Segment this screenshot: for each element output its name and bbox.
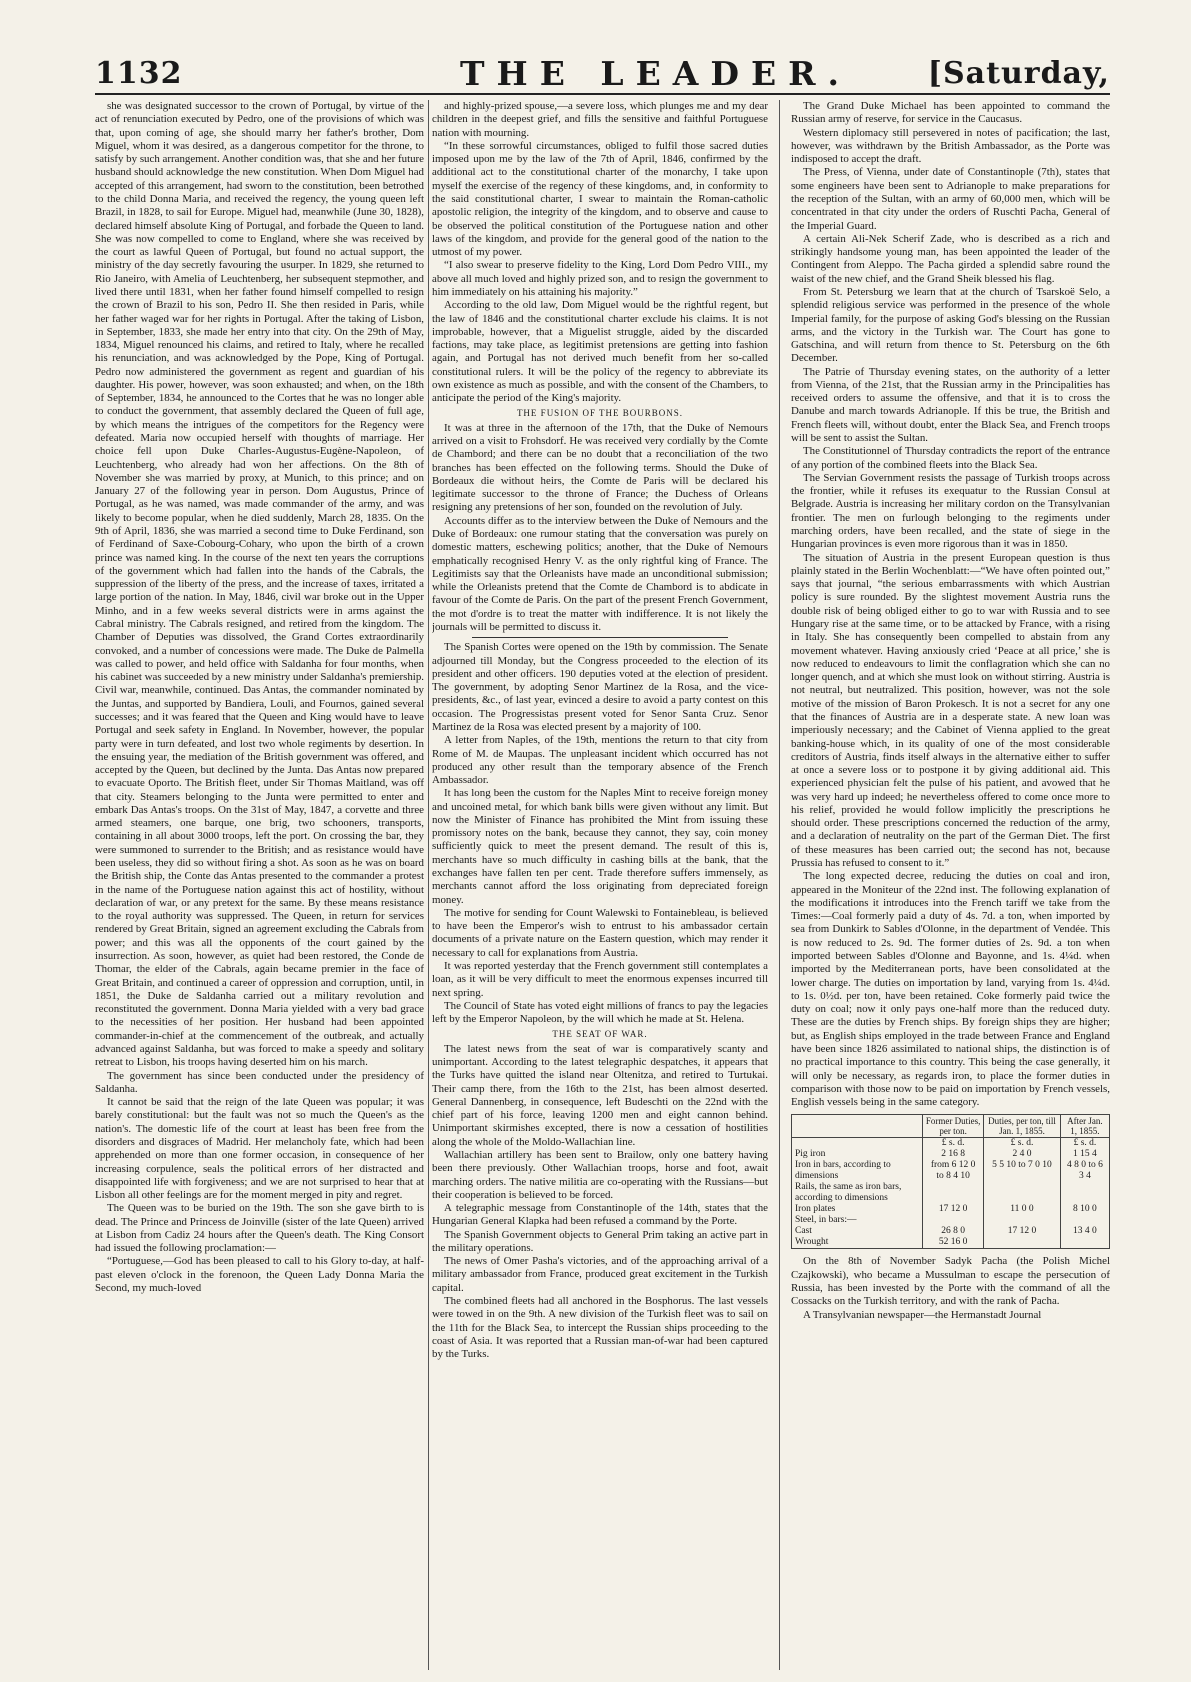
- table-header: After Jan. 1, 1855.: [1060, 1115, 1109, 1138]
- table-row: [792, 1160, 1110, 1182]
- newspaper-title: THE LEADER.: [460, 54, 852, 93]
- column-1: [95, 100, 424, 1675]
- table-cell: Iron plates: [792, 1204, 923, 1215]
- paragraph: The Patrie of Thursday evening states, on the authority of a letter from Vienna, of the 21st, that the Russian army in the Principalities has received orders to assume the offensive, and that it is to cross the Danube and march towards Adrianople. If this be true, the British and French fleets will, without doubt, enter the Black Sea, and French troops will be sent to assist the Sultan.: [791, 365, 1110, 445]
- paragraph: The latest news from the seat of war is comparatively scanty and unimportant. According to the latest telegraphic despatches, it appears that the Turks have quitted the island near Oltenitza, and retired to Turtukai. Their camp there, from the 16th to the 21st, has been almost deserted. General Dannenberg, in consequence, left Budeschti on the 22nd with the chief part of his force, leaving 1200 men and eight cannon behind. Unimportant skirmishes excepted, there is now a cessation of hostilities along the whole of the Moldo-Wallachian line.: [432, 1042, 768, 1148]
- table-header-row: [792, 1115, 1110, 1138]
- table-row: [792, 1149, 1110, 1160]
- table-cell: 11 0 0: [984, 1204, 1061, 1215]
- paragraph: The Grand Duke Michael has been appointed to command the Russian army of reserve, for service in the Caucasus.: [791, 100, 1110, 126]
- paragraph: The Queen was to be buried on the 19th. The son she gave birth to is dead. The Prince and Princess de Joinville (sister of the late Queen) arrived at Lisbon from Cadiz 24 hours after the Queen's death. The King Consort had issued the following proclamation:—: [95, 1202, 424, 1255]
- table-cell: [1060, 1237, 1109, 1249]
- paragraph: “I also swear to preserve fidelity to the King, Lord Dom Pedro VIII., my above all much loved and highly prized son, and to resign the government to him immediately on his attaining his majority.”: [432, 259, 768, 298]
- table-header: Former Duties, per ton.: [923, 1115, 984, 1138]
- column-divider: [428, 100, 429, 1670]
- table-units-row: [792, 1138, 1110, 1150]
- paragraph: It was reported yesterday that the French government still contemplates a loan, as it will be very difficult to meet the enormous expenses incurred till next spring.: [432, 960, 768, 999]
- page-number: 1132: [95, 56, 183, 91]
- column-2: [432, 100, 768, 1675]
- section-divider: [472, 637, 728, 638]
- table-cell: Wrought: [792, 1237, 923, 1249]
- paragraph: According to the old law, Dom Miguel would be the rightful regent, but the law of 1846 and the constitutional charter exclude his claims. It is not improbable, however, that a Miguelist struggle, aided by the discarded factions, may take place, as legitimist pretensions are getting into fashion again, and Portugal has not derived much benefit from her so-called constitutional rulers. It will be the policy of the regency to abbreviate its own existence as much as possible, and with the consent of the Chambers, to anticipate the period of the King's majority.: [432, 299, 768, 405]
- issue-day: [Saturday,: [927, 56, 1110, 91]
- table-row: [792, 1204, 1110, 1215]
- paragraph: The government has since been conducted under the presidency of Saldanha.: [95, 1069, 424, 1095]
- paragraph: It has long been the custom for the Naples Mint to receive foreign money and uncoined metal, for which bank bills were given without any limit. But now the Minister of Finance has prohibited the Mint from issuing these promissory notes on the bank, because they cannot, they say, coin money sufficiently quick to meet the present demand. The result of this is, merchants have so much difficulty in cashing bills at the bank, that the exchanges have fallen ten per cent. Trade therefore suffers immensely, as merchants cannot afford the loss originating from depreciated foreign money.: [432, 787, 768, 906]
- paragraph: and highly-prized spouse,—a severe loss, which plunges me and my dear children in the deepest grief, and fills the sensitive and faithful Portuguese nation with mourning.: [432, 100, 768, 139]
- table-cell: 5 5 10 to 7 0 10: [984, 1160, 1061, 1182]
- paragraph: she was designated successor to the crown of Portugal, by virtue of the act of renunciation executed by Pedro, one of the provisions of which was that, upon coming of age, she should marry her father's brother, Dom Miguel, whom it was desired, as a dangerous competitor for the throne, to satisfy by such arrangement. Another condition was, that she and her future husband should acknowledge the new constitution. When Dom Miguel had accepted of this arrangement, had sworn to the constitution, been betrothed to the child Donna Maria, and received the regency, the young queen left Brazil, in 1828, to sail for Europe. Miguel had, meanwhile (June 30, 1828), declared himself absolute King of Portugal, and forbade the Queen to land. She was now compelled to come to England, where she was received by the court as lawful Queen of Portugal, but found no actual support, the ministry of the day secretly favouring the usurper. In 1829, she returned to Rio Janeiro, with Amelia of Leuchtenberg, her subsequent stepmother, and lived there until 1831, when her father found himself compelled to resign the crown of Brazil to his son, Pedro II. She then resided in Paris, while her father waged war for her rights in Portugal. After the taking of Lisbon, in September, 1833, she made her entry into that city. On the 29th of May, 1834, Miguel renounced his claims, and retired to Italy, where he recalled his renunciation, and was acknowledged by the Pope, King of Portugal. Pedro now administered the government as regent and guardian of his daughter. His power, however, was soon exhausted; and when, on the 18th of September, 1834, he announced to the Cortes that he was no longer able to conduct the government, that assembly declared the Queen of full age, by which means the intrigues of the competitors for the Regency were defeated. Maria now occupied herself with thoughts of marriage. Her choice fell upon Duke Charles-Augustus-Eugène-Napoleon, of Leuchtenberg, who already had won her affections. On the 8th of November she was married by proxy, at Munich, to this prince; and on January 27 of the following year in person. Dom Augustus, Prince of Portugal, as he was named, was made commander of the army, and was likely to become popular, when he died suddenly, March 28, 1835. On the 9th of April, 1836, she was married a second time to Duke Ferdinand, son of Ferdinand of Saxe-Cobourg-Cohary, who upon the birth of a crown prince was named king. In the course of the next ten years the corruptions of the government which had fallen into the hands of the Cabrals, the suppression of the liberty of the press, and the increase of taxes, irritated a large portion of the nation. In May, 1846, civil war broke out in the Upper Minho, and in a few weeks several districts were in arms against the Cabral ministry. The Cabrals resigned, and retired from the kingdom. The Chamber of Deputies was dissolved, the Grand Cortes extraordinarily convoked, and a number of concessions were made. The Duke de Palmella was called to power, and held office with Saldanha for four months, when his cabinet was succeeded by a new ministry under Saldanha's premiership. Civil war, meanwhile, continued. Das Antas, the commander nominated by the Juntas, and supported by Bandiera, Louli, and Fournos, gained several successes; and it was feared that the Queen and King would have to leave Portugal and seek safety in England. In November, however, the popular party were in turn defeated, and lost two whole regiments by desertion. In the ensuing year, the mediation of the British government was offered, and accepted by the Queen, but declined by the Junta. Das Antas now prepared to evacuate Oporto. The British fleet, under Sir Thomas Maitland, was off that city. Steamers belonging to the Junta were permitted to enter and embark Das Antas's troops. On the 31st of May, 1847, a corvette and three armed steamers, one barque, one brig, two schooners, transports, containing in all about 3000 troops, left the port. On crossing the bar, they were summoned to surrender to the British; and as resistance would have been useless, they did so without firing a shot. As soon as he was on board the British ship, the Conte das Antas presented to the commander a protest in the name of the Portuguese nation against this act of hostility, without declaration of war, or any pretext for the same. By these means resistance to the royal authority was suppressed. The Queen, in return for services rendered by Great Britain, signed an agreement excluding the Cabrals from power; and this was all the opponents of the court gained by the insurrection. As soon, however, as quiet had been restored, the Conde de Thomar, the elder of the Cabrals, again became premier in the face of Great Britain, and continued a career of oppression and corruption, until, in 1851, the Duke de Saldanha carried out a military revolution and reconstituted the government. Donna Maria yielded with a very bad grace to the necessities of her position. Her husband had been appointed commander-in-chief at the commencement of the outbreak, and actually advanced against Saldanha, but was forced to make a speedy and solitary retreat to Lisbon, his troops having deserted him on his march.: [95, 100, 424, 1069]
- table-cell: 2 4 0: [984, 1149, 1061, 1160]
- paragraph: The Constitutionnel of Thursday contradicts the report of the entrance of any portion of the combined fleets into the Black Sea.: [791, 445, 1110, 471]
- table-cell: [923, 1182, 984, 1204]
- paragraph: The situation of Austria in the present European question is thus plainly stated in the Berlin Wochenblatt:—“We have often pointed out,” says that journal, “the serious embarrassments with which Austrian policy is sure rounded. By the slightest movement Austria runs the double risk of being obliged either to go to war with Russia and to see Hungary rise at the same time, or to be attacked by France, with a rising in Italy. She has consequently been compelled to abstain from any movement whatever. Having anxiously cried ‘Peace at all price,’ she is now reduced to endeavours to limit the conflagration which she can no longer quench, and at which she must look on without stirring. Austria is not neutral, but neutralized. This position, however, was not the sole motive of the mission of Baron Prokesch. It is not a secret for any one that the finances of Austria are in a desperate state. A new loan was imperiously necessary; and the Cabinet of Vienna applied to the great banking-house which, in its quality of one of the most considerable creditors of Austria, finds itself always in the alternative either to suffer at once a severe loss or to postpone it by giving additional aid. This experienced physician felt the pulse of his patient, and avowed that he was very hard up indeed; he nevertheless offered to come once more to his relief, provided he would follow implicitly the prescriptions he should order. These prescriptions concerned the reduction of the army, and a declaration of neutrality on the part of the German Diet. The first of these measures has been carried out; the second has not, because Prussia has refused to consent to it.”: [791, 551, 1110, 870]
- paragraph: A letter from Naples, of the 19th, mentions the return to that city from Rome of M. de Maupas. The unpleasant incident which occurred has not produced any other result than the temporary absence of the French Ambassador.: [432, 734, 768, 787]
- table-header: [792, 1115, 923, 1138]
- paragraph: A telegraphic message from Constantinople of the 14th, states that the Hungarian General Klapka had been refused a command by the Porte.: [432, 1202, 768, 1228]
- paragraph: The Press, of Vienna, under date of Constantinople (7th), states that some engineers have been sent to Adrianople to make preparations for the reception of the Sultan, with an army of 60,000 men, which will be concentrated in that city under the orders of Ruschti Pacha, General of the Imperial Guard.: [791, 166, 1110, 232]
- table-cell: 2 16 8: [923, 1149, 984, 1160]
- table-cell: 17 12 0: [984, 1226, 1061, 1237]
- iron-duties-table: [791, 1114, 1110, 1249]
- table-cell: Cast: [792, 1226, 923, 1237]
- table-cell: £ s. d.: [923, 1138, 984, 1150]
- table-cell: from 6 12 0 to 8 4 10: [923, 1160, 984, 1182]
- table-cell: Steel, in bars:—: [792, 1215, 923, 1226]
- paragraph: The Spanish Cortes were opened on the 19th by commission. The Senate adjourned till Monday, but the Congress proceeded to the election of its president and other officers. 190 deputies voted at the election of president. The government, by adopting Senor Martinez de la Rosa, and the vice-presidents, &c., of last year, evinced a desire to avoid a party contest on this occasion. The Progressistas present voted for Senor Santa Cruz. Senor Martinez de la Rosa was elected present by a majority of 100.: [432, 641, 768, 733]
- table-cell: [984, 1215, 1061, 1226]
- paragraph: The motive for sending for Count Walewski to Fontainebleau, is believed to have been the Emperor's wish to entrust to his ambassador certain documents of a private nature on the Eastern question, which may render it necessary to call for explanations from Austria.: [432, 906, 768, 959]
- table-cell: 13 4 0: [1060, 1226, 1109, 1237]
- table-row: [792, 1182, 1110, 1204]
- section-heading-fusion: THE FUSION OF THE BOURBONS.: [516, 408, 684, 419]
- table-cell: 17 12 0: [923, 1204, 984, 1215]
- column-3: [791, 100, 1110, 1675]
- table-cell: [984, 1182, 1061, 1204]
- paragraph: Accounts differ as to the interview between the Duke of Nemours and the Duke of Bordeaux: one rumour stating that the conversation was purely on domestic matters, eschewing politics; another, that the Duke of Nemours emphatically recognised Henry V. as the only rightful king of France. The Legitimists say that the Orleanists have made an unconditional submission; while the Orleanists pretend that the Comte de Chambord is to abdicate in favour of the Comte de Paris. On the part of the present French Government, the mot d'ordre is to treat the matter with indifference. It is not likely the journals will be permitted to discuss it.: [432, 514, 768, 633]
- table-cell: 1 15 4: [1060, 1149, 1109, 1160]
- paragraph: A certain Ali-Nek Scherif Zade, who is described as a rich and strikingly handsome young man, has been appointed the leader of the Contingent from Aleppo. The Pacha girded a splendid sabre round the waist of the new chief, and the Grand Sheik blessed his flag.: [791, 232, 1110, 285]
- paragraph: On the 8th of November Sadyk Pacha (the Polish Michel Czajkowski), who became a Mussulman to escape the persecution of Russia, has been invested by the Porte with the command of all the Cossacks on the Turkish territory, and with the rank of Pacha.: [791, 1255, 1110, 1308]
- paragraph: A Transylvanian newspaper—the Hermanstadt Journal: [803, 1308, 1042, 1321]
- table-cell: [792, 1138, 923, 1150]
- header-rule: [95, 93, 1110, 95]
- table-cell: [923, 1215, 984, 1226]
- table-cell: 4 8 0 to 6 3 4: [1060, 1160, 1109, 1182]
- masthead: [95, 46, 1110, 94]
- table-cell: [984, 1237, 1061, 1249]
- table-header: Duties, per ton, till Jan. 1, 1855.: [984, 1115, 1061, 1138]
- paragraph: The Spanish Government objects to General Prim taking an active part in the military operations.: [432, 1228, 768, 1254]
- paragraph: It cannot be said that the reign of the late Queen was popular; it was barely constitutional: but the fault was not so much the Queen's as the nation's. The domestic life of the court at least has been free from the disorders and disgraces of Madrid. Her melancholy fate, which had been apprehended on more than one former occasion, in consequence of her increasing corpulence, seals the political errors of her distracted and disappointed life with forgiveness; and we are not surprised to hear that at Lisbon all other feelings are for the moment merged in pity and regret.: [95, 1096, 424, 1202]
- paragraph: The news of Omer Pasha's victories, and of the approaching arrival of a military ambassador from France, produced great excitement in the Turkish capital.: [432, 1255, 768, 1294]
- table-cell: £ s. d.: [1060, 1138, 1109, 1150]
- table-cell: [1060, 1182, 1109, 1204]
- table-cell: 52 16 0: [923, 1237, 984, 1249]
- table-cell: £ s. d.: [984, 1138, 1061, 1150]
- table-cell: Pig iron: [792, 1149, 923, 1160]
- table-row: [792, 1215, 1110, 1226]
- table-row: [792, 1226, 1110, 1237]
- paragraph: “Portuguese,—God has been pleased to call to his Glory to-day, at half-past eleven o'clock in the forenoon, the Queen Lady Donna Maria the Second, my much-loved: [95, 1255, 424, 1295]
- column-divider: [779, 100, 780, 1670]
- paragraph: Wallachian artillery has been sent to Brailow, only one battery having been there previously. Other Wallachian troops, horse and foot, await marching orders. The native militia are co-operating with the Russians—but their cooperation is believed to be forced.: [432, 1148, 768, 1201]
- paragraph: The long expected decree, reducing the duties on coal and iron, appeared in the Moniteur of the 22nd inst. The following explanation of the modifications it introduces into the French tariff we take from the Times:—Coal formerly paid a duty of 4s. 7d. a ton, when imported by sea from Dunkirk to Sables d'Olonne, in the department of Vendée. This is now reduced to 2s. 9d. The former duties of 2s. 9d. a ton when imported between Sables d'Olonne and Bayonne, and 1s. 4¼d. when imported by the Mediterranean ports, have been consolidated at the lower charge. The duties on importation by land, varying from 1s. 4¼d. to 1s. 0½d. per ton, have been retained. Coke formerly paid twice the duty on coal; now it only pays one-half more than the reduced duty. These are the duties by French ships. By foreign ships they are higher; but, as English ships employed in the trade between France and England have been since 1826 assimilated to national ships, the distinction is of no practical importance to this country. This being the case generally, it will only be necessary, as regards iron, to place the former duties in comparison with those now to be paid on importation by French vessels, English vessels being in the same category.: [791, 870, 1110, 1109]
- paragraph: It was at three in the afternoon of the 17th, that the Duke of Nemours arrived on a visit to Frohsdorf. He was received very cordially by the Comte de Chambord; and there can be no doubt that a reconciliation of the two branches has been effected on the following terms. Should the Duke of Bordeaux die without heirs, the Comte de Paris will be declared his legitimate successor to the throne of France; the Duchess of Orleans resigning any pretensions of her son, founded on the revolution of July.: [432, 421, 768, 514]
- paragraph: Western diplomacy still persevered in notes of pacification; the last, however, was withdrawn by the British Ambassador, as the Porte was indisposed to accept the draft.: [791, 126, 1110, 166]
- paragraph: “In these sorrowful circumstances, obliged to fulfil those sacred duties imposed upon me by the law of the 7th of April, 1846, confirmed by the additional act to the constitutional charter of the monarchy, I take upon myself the exercise of the regency of these kingdoms, and, in conformity to the said constitutional charter, I swear to maintain the Roman-catholic apostolic religion, the integrity of the kingdom, and to observe and cause to be observed the political constitution of the Portuguese nation and other laws of the kingdom, and provide for the general good of the nation to the utmost of my power.: [432, 139, 768, 259]
- paragraph: The Council of State has voted eight millions of francs to pay the legacies left by the Emperor Napoleon, by the will which he made at St. Helena.: [432, 999, 768, 1026]
- table-cell: 8 10 0: [1060, 1204, 1109, 1215]
- table-cell: Rails, the same as iron bars, according to dimensions: [792, 1182, 923, 1204]
- paragraph: The combined fleets had all anchored in the Bosphorus. The last vessels were towed in on the 9th. A new division of the Turkish fleet was to sail on the 11th for the Black Sea, to intercept the Russian ships proceeding to the coast of Asia. It was reported that a Russian man-of-war had been captured by the Turks.: [432, 1295, 768, 1361]
- section-heading-war: THE SEAT OF WAR.: [552, 1029, 648, 1040]
- paragraph: From St. Petersburg we learn that at the church of Tsarskoë Selo, a splendid religious service was performed in the presence of the whole Imperial family, for the purpose of asking God's blessing on the Russian arms, and the victory in the Turkish war. The Court has gone to Gatschina, and will return from thence to St. Petersburg on the 6th December.: [791, 285, 1110, 365]
- table-cell: Iron in bars, according to dimensions: [792, 1160, 923, 1182]
- paragraph: The Servian Government resists the passage of Turkish troops across the frontier, while it refuses its exequatur to the Russian Consul at Belgrade. Austria is increasing her military cordon on the Transylvanian frontier. The men on furlough belonging to the regiments under marching orders, have been recalled, and the state of siege in the Hungarian provinces is even more rigorous than it was in 1850.: [791, 471, 1110, 551]
- table-row: [792, 1237, 1110, 1249]
- table-cell: [1060, 1215, 1109, 1226]
- table-cell: 26 8 0: [923, 1226, 984, 1237]
